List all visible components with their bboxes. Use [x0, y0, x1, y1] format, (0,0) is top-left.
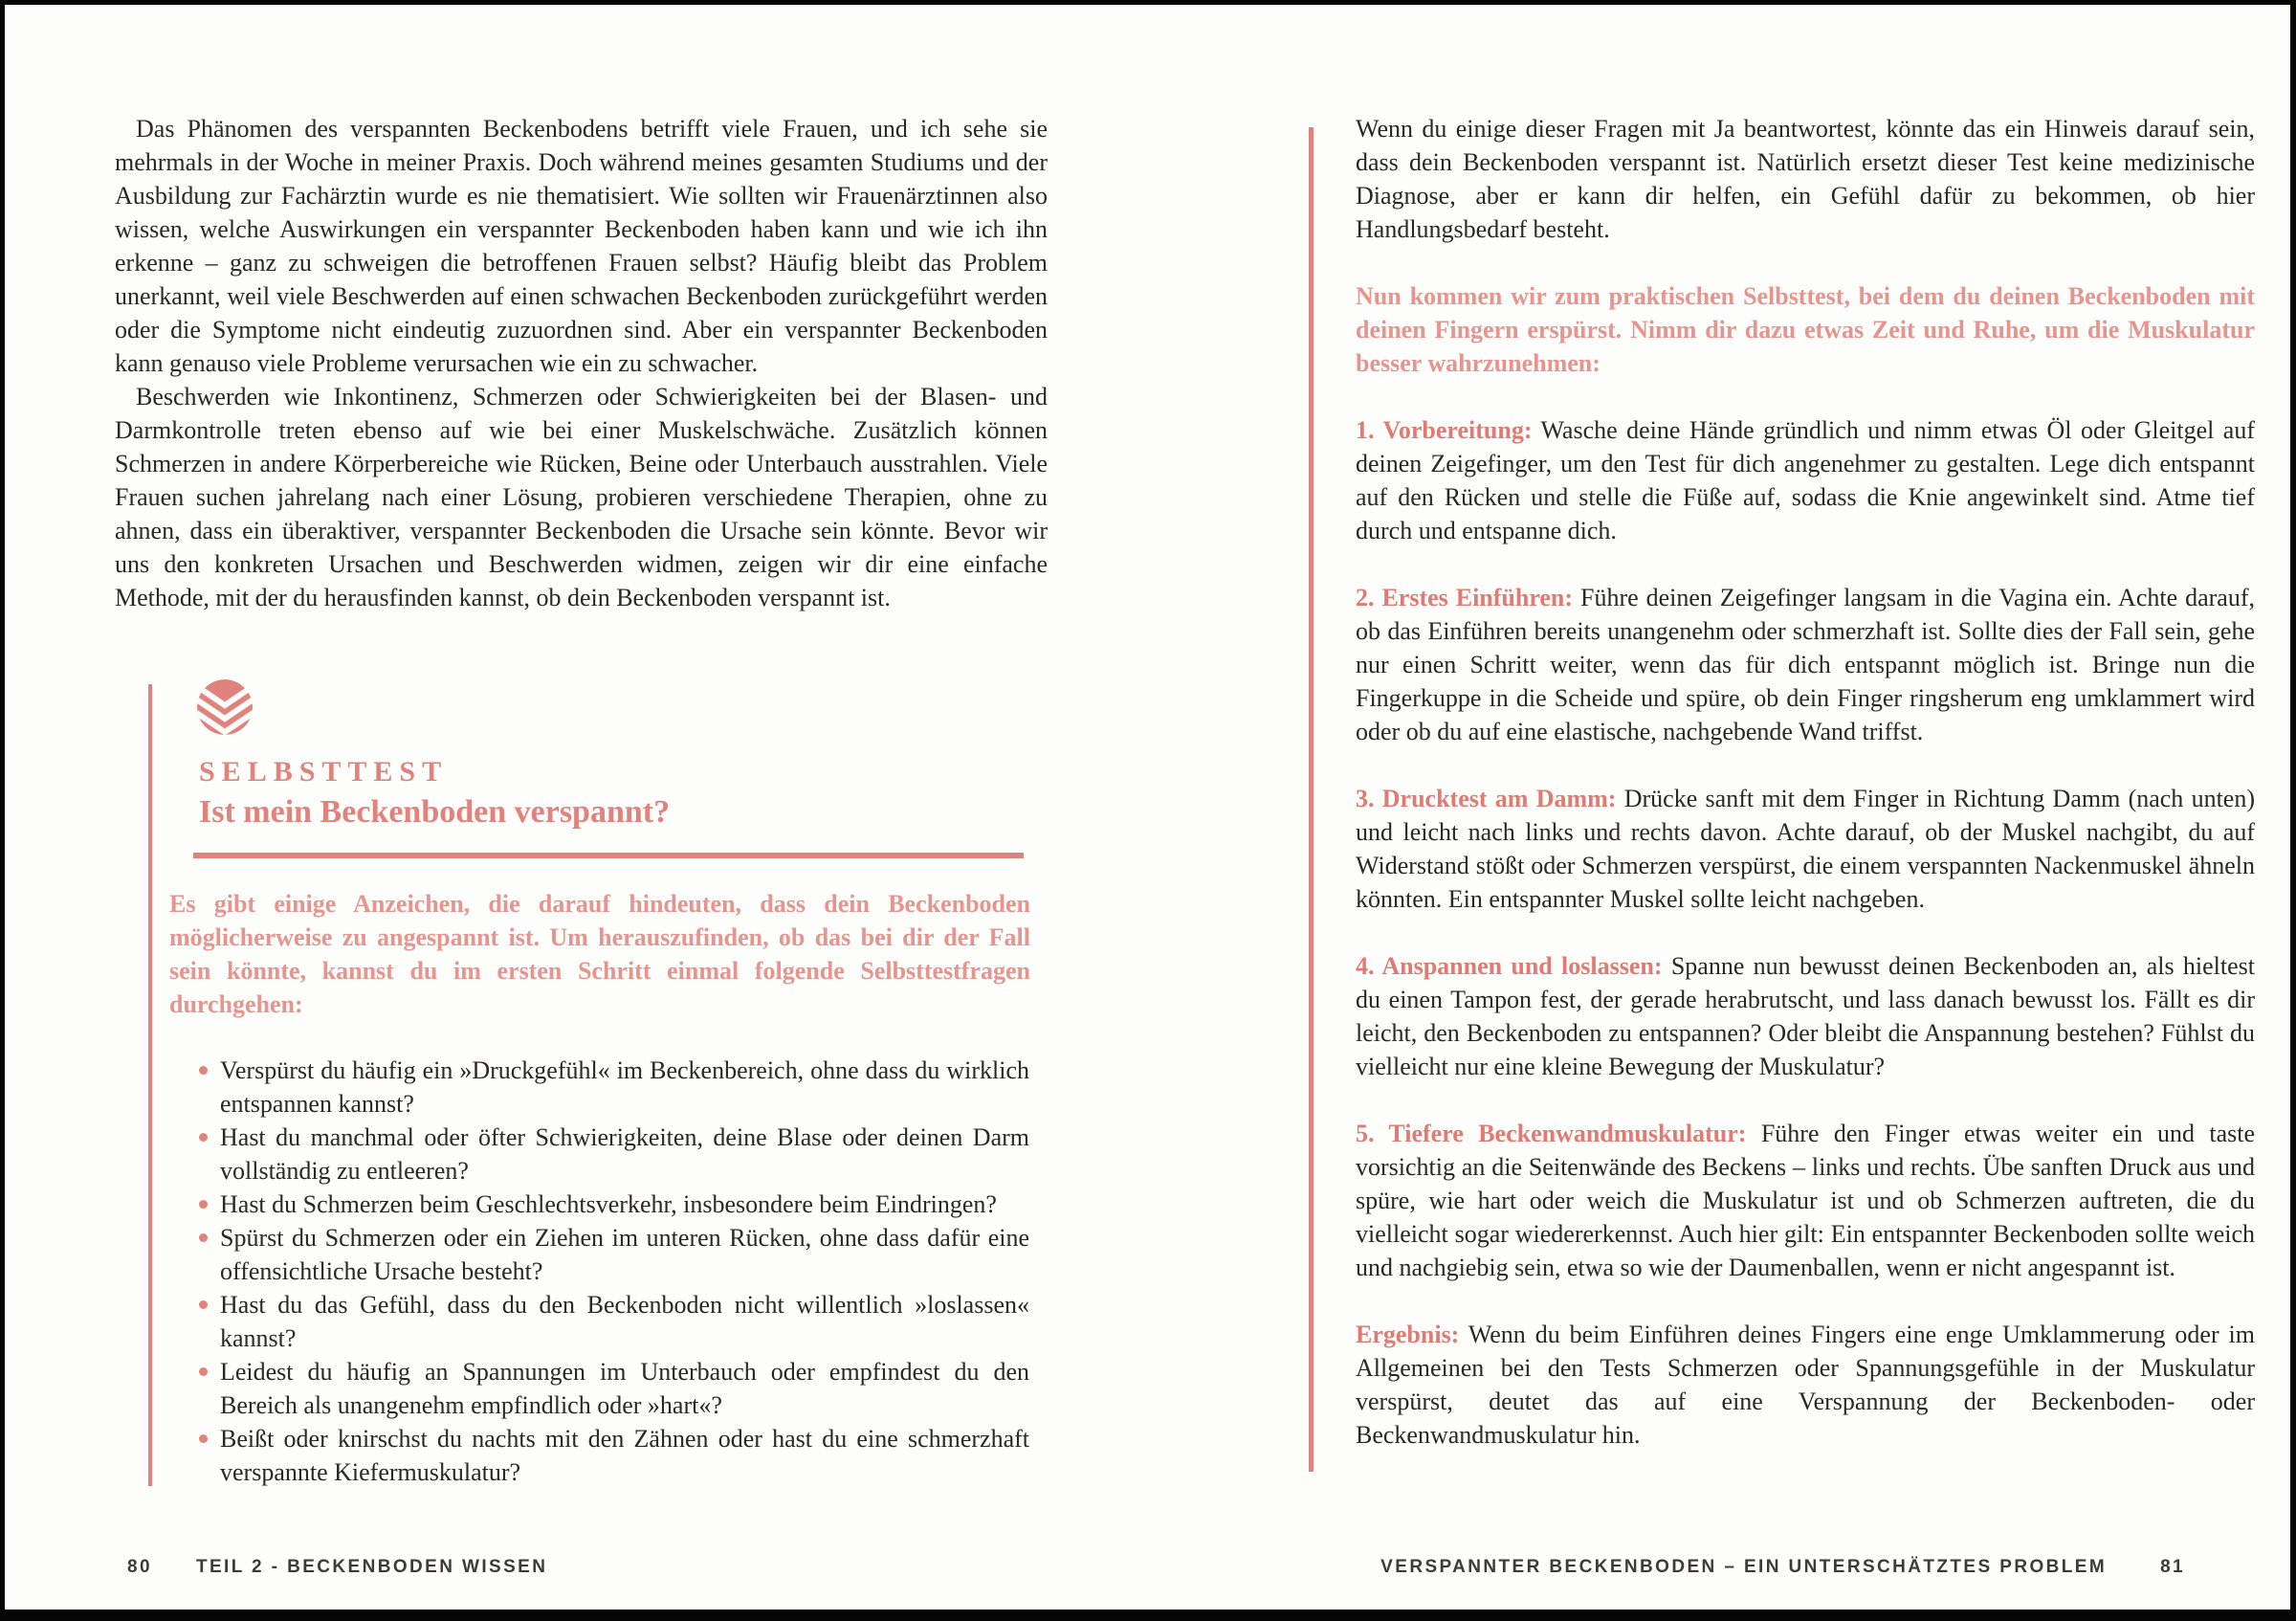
question-text: Hast du das Gefühl, dass du den Beckenboden nicht willentlich »loslassen« kannst?: [220, 1291, 1029, 1352]
selftest-vertical-rule: [148, 684, 152, 1486]
step-text: Führe deinen Zeigefinger langsam in die Vagina ein. Achte darauf, ob das Einführen bereits unangenehm oder schmerzhaft ist. Sollte dies der Fall sein, gehe nur einen Schritt weiter, wenn das für dich entspannt möglich ist. Bringe nun die Fingerkuppe in die Scheide und spüre, ob dein Finger ringsherum eng umklammert wird oder ob du auf eine elastische, nachgebende Wand triffst.: [1356, 584, 2255, 745]
step-item: [1356, 782, 2255, 916]
page-sheet: [5, 5, 2290, 1610]
selftest-title: Ist mein Beckenboden verspannt?: [199, 794, 671, 830]
list-item: [199, 1054, 1029, 1121]
step-text: Wenn du beim Einführen deines Fingers eine enge Umklammerung oder im Allgemeinen bei den Tests Schmerzen oder Spannungsgefühle in der Muskulatur verspürst, deutet das auf eine Verspannung der Beckenboden- oder Beckenwandmuskulatur hin.: [1356, 1321, 2255, 1449]
question-text: Leidest du häufig an Spannungen im Unterbauch oder empfindest du den Bereich als unangenehm empfindlich oder »hart«?: [220, 1358, 1029, 1419]
bullet-dot-icon: [199, 1300, 208, 1309]
question-text: Beißt oder knirschst du nachts mit den Zähnen oder hast du eine schmerzhaft verspannte Kiefermuskulatur?: [220, 1425, 1029, 1486]
step-item: [1356, 413, 2255, 547]
selftest-kicker: SELBSTTEST: [199, 756, 449, 788]
step-text: Spanne nun bewusst deinen Beckenboden an, als hieltest du einen Tampon fest, der gerade herabrutscht, und lass danach bewusst los. Fällt es dir leicht, den Beckenboden zu entspannen? Oder bleibt die Anspannung bestehen? Fühlst du vielleicht nur eine kleine Bewegung der Muskulatur?: [1356, 952, 2256, 1080]
bullet-dot-icon: [199, 1200, 208, 1209]
bullet-dot-icon: [199, 1233, 208, 1242]
bullet-dot-icon: [199, 1434, 208, 1443]
list-item: [199, 1188, 1029, 1221]
step-item: [1356, 1117, 2255, 1284]
right-page-text-column: [1356, 112, 2255, 1452]
list-item: [199, 1422, 1029, 1489]
running-title: VERSPANNTER BECKENBODEN – EIN UNTERSCHÄTZTES PROBLEM: [1380, 1557, 2108, 1577]
running-title: TEIL 2 - BECKENBODEN WISSEN: [195, 1557, 548, 1577]
step-label: 3. Drucktest am Damm:: [1356, 785, 1617, 812]
page-number: 80: [127, 1557, 152, 1577]
step-text: Wasche deine Hände gründlich und nimm etwas Öl oder Gleitgel auf deinen Zeigefinger, um den Test für dich angenehmer zu gestalten. Lege dich entspannt auf den Rücken und stelle die Füße auf, sodass die Knie angewinkelt sind. Atme tief durch und entspanne dich.: [1356, 416, 2255, 544]
list-item: [199, 1288, 1029, 1355]
right-page-footer: [1380, 1557, 2185, 1578]
left-page-footer: [127, 1557, 547, 1578]
question-text: Verspürst du häufig ein »Druckgefühl« im Beckenbereich, ohne dass du wirklich entspannen kannst?: [220, 1056, 1029, 1118]
right-page-vertical-rule: [1309, 127, 1314, 1472]
bullet-dot-icon: [199, 1066, 208, 1075]
step-label: 4. Anspannen und loslassen:: [1356, 952, 1663, 980]
question-text: Hast du Schmerzen beim Geschlechtsverkehr, insbesondere beim Eindringen?: [220, 1190, 997, 1218]
question-text: Spürst du Schmerzen oder ein Ziehen im unteren Rücken, ohne dass dafür eine offensichtliche Ursache besteht?: [220, 1224, 1029, 1285]
step-label: 1. Vorbereitung:: [1356, 416, 1533, 444]
step-text: Führe den Finger etwas weiter ein und taste vorsichtig an die Seitenwände des Beckens – links und rechts. Übe sanften Druck aus und spüre, wie hart oder weich die Muskulatur ist und ob Schmerzen auftreten, die du vielleicht sogar wiedererkennst. Auch hier gilt: Ein entspannter Beckenboden sollte weich und nachgiebig sein, etwa so wie der Daumenballen, wenn er nicht angespannt ist.: [1356, 1120, 2255, 1281]
bullet-dot-icon: [199, 1367, 208, 1376]
step-item: [1356, 581, 2255, 748]
step-item: [1356, 1318, 2255, 1452]
question-text: Hast du manchmal oder öfter Schwierigkeiten, deine Blase oder deinen Darm vollständig zu entleeren?: [220, 1123, 1029, 1185]
selftest-lead: Nun kommen wir zum praktischen Selbsttest, bei dem du deinen Beckenboden mit deinen Fingern erspürst. Nimm dir dazu etwas Zeit und Ruhe, um die Muskulatur besser wahrzunehmen:: [1356, 282, 2255, 377]
left-page-text-column: [115, 112, 1048, 614]
chevron-seed-icon: [197, 679, 253, 735]
step-item: [1356, 949, 2255, 1083]
step-label: 5. Tiefere Beckenwandmuskulatur:: [1356, 1120, 1747, 1147]
list-item: [199, 1221, 1029, 1288]
paragraph: Wenn du einige dieser Fragen mit Ja beantwortest, könnte das ein Hinweis darauf sein, dass dein Beckenboden verspannt ist. Natürlich ersetzt dieser Test keine medizinische Diagnose, aber er kann dir helfen, ein Gefühl dafür zu bekommen, ob hier Handlungsbedarf besteht.: [1356, 115, 2255, 243]
step-label: Ergebnis:: [1356, 1321, 1460, 1348]
paragraph: Das Phänomen des verspannten Beckenbodens betrifft viele Frauen, und ich sehe sie mehrmals in der Woche in meiner Praxis. Doch während meines gesamten Studiums und der Ausbildung zur Fachärztin wurde es nie thematisiert. Wie sollten wir Frauenärztinnen also wissen, welche Auswirkungen ein verspannter Beckenboden haben kann und wie ich ihn erkenne – ganz zu schweigen die betroffenen Frauen selbst? Häufig bleibt das Problem unerkannt, weil viele Beschwerden auf einen schwachen Beckenboden zurückgeführt werden oder die Symptome nicht eindeutig zuzuordnen sind. Aber ein verspannter Beckenboden kann genauso viele Probleme verursachen wie ein zu schwacher.: [115, 115, 1048, 377]
selftest-horizontal-rule: [193, 853, 1024, 858]
list-item: [199, 1121, 1029, 1188]
selftest-intro: Es gibt einige Anzeichen, die darauf hindeuten, dass dein Beckenboden möglicherweise zu angespannt ist. Um herauszufinden, ob das bei dir der Fall sein könnte, kannst du im ersten Schritt einmal folgende Selbsttestfragen durchgehen:: [169, 890, 1030, 1018]
paragraph: Beschwerden wie Inkontinenz, Schmerzen oder Schwierigkeiten bei der Blasen- und Darmkontrolle treten ebenso auf wie bei einer Muskelschwäche. Zusätzlich können Schmerzen in andere Körperbereiche wie Rücken, Beine oder Unterbauch ausstrahlen. Viele Frauen suchen jahrelang nach einer Lösung, probieren verschiedene Therapien, ohne zu ahnen, dass ein überaktiver, verspannter Beckenboden die Ursache sein könnte. Bevor wir uns den konkreten Ursachen und Beschwerden widmen, zeigen wir dir eine einfache Methode, mit der du herausfinden kannst, ob dein Beckenboden verspannt ist.: [115, 383, 1048, 611]
step-label: 2. Erstes Einführen:: [1356, 584, 1574, 611]
list-item: [199, 1355, 1029, 1422]
page-number: 81: [2160, 1557, 2185, 1577]
step-text: Drücke sanft mit dem Finger in Richtung Damm (nach unten) und leicht nach links und rechts davon. Achte darauf, ob der Muskel nachgibt, du auf Widerstand stößt oder Schmerzen verspürst, die einem verspannten Nackenmuskel ähneln könnten. Ein entspannter Muskel sollte leicht nachgeben.: [1356, 785, 2255, 913]
selftest-question-list: [199, 1054, 1029, 1489]
bullet-dot-icon: [199, 1133, 208, 1142]
